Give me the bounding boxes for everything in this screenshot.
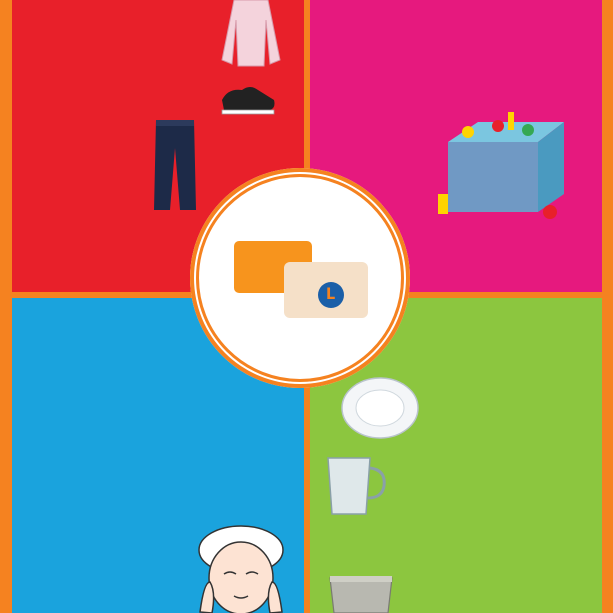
plate-image (340, 370, 420, 440)
sweater-image (220, 0, 282, 68)
toy-box-image (438, 112, 578, 232)
glass-mug-image (322, 452, 392, 518)
face-illustration (186, 512, 296, 613)
flower-pot-image (326, 572, 396, 613)
pants-image (150, 118, 200, 214)
category-items (374, 448, 584, 456)
shoe-image (218, 82, 278, 118)
leclerc-logo-icon (318, 282, 344, 308)
